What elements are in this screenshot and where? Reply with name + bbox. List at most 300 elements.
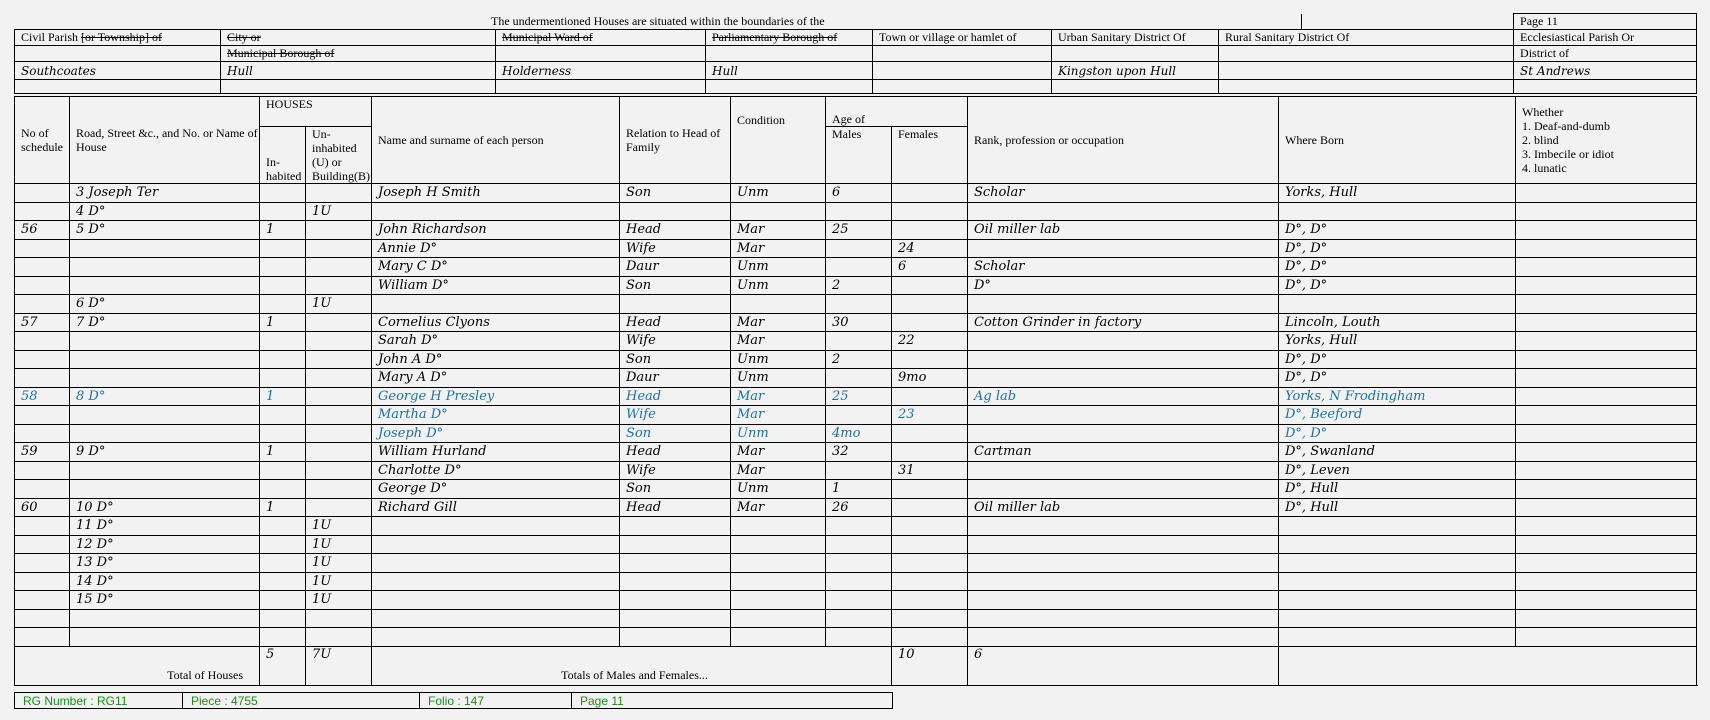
inhabited-cell (260, 480, 306, 499)
table-row (15, 591, 1697, 610)
name-cell: Joseph H Smith (372, 184, 620, 203)
males-cell (826, 628, 892, 647)
road-cell: 4 D° (70, 202, 260, 221)
whether-cell (1516, 517, 1697, 536)
occupation-cell (968, 369, 1279, 388)
uninhabited-cell: 1U (306, 554, 372, 573)
whether-2: 2. blind (1522, 133, 1559, 147)
whether-cell (1516, 350, 1697, 369)
relation-cell: Head (620, 498, 731, 517)
road-cell: 9 D° (70, 443, 260, 462)
table-row (15, 628, 1697, 647)
blank-cell (1052, 80, 1219, 94)
females-cell (892, 443, 968, 462)
females-cell (892, 387, 968, 406)
condition-cell (731, 535, 826, 554)
col-occupation: Rank, profession or occupation (968, 97, 1279, 184)
born-cell: D°, Leven (1279, 461, 1516, 480)
condition-cell: Unm (731, 424, 826, 443)
table-row (15, 258, 1697, 277)
occupation-cell (968, 295, 1279, 314)
occupation-cell (968, 350, 1279, 369)
whether-cell (1516, 498, 1697, 517)
males-cell: 2 (826, 276, 892, 295)
blank-cell (221, 80, 496, 94)
born-cell: Lincoln, Louth (1279, 313, 1516, 332)
table-row (15, 572, 1697, 591)
uninhabited-cell: 1U (306, 535, 372, 554)
schedule-cell (15, 461, 70, 480)
inhabited-cell: 1 (260, 221, 306, 240)
boundary-title: The undermentioned Houses are situated within the boundaries of the (15, 14, 1302, 30)
name-cell: Richard Gill (372, 498, 620, 517)
relation-cell: Head (620, 443, 731, 462)
name-cell (372, 295, 620, 314)
females-cell (892, 498, 968, 517)
females-cell (892, 480, 968, 499)
table-row (15, 424, 1697, 443)
relation-cell (620, 295, 731, 314)
col-relation: Relation to Head of Family (620, 97, 731, 184)
table-row (15, 202, 1697, 221)
males-cell (826, 369, 892, 388)
males-cell (826, 332, 892, 351)
road-cell (70, 276, 260, 295)
name-cell (372, 554, 620, 573)
col-born: Where Born (1279, 97, 1516, 184)
whether-4: 4. lunatic (1522, 161, 1567, 175)
schedule-cell (15, 332, 70, 351)
town-value (873, 62, 1052, 80)
inhabited-cell (260, 609, 306, 628)
table-row (15, 239, 1697, 258)
road-cell: 11 D° (70, 517, 260, 536)
ecclesiastical-label-b: District of (1514, 46, 1697, 62)
schedule-cell (15, 424, 70, 443)
whether-cell (1516, 332, 1697, 351)
relation-cell: Wife (620, 332, 731, 351)
inhabited-cell (260, 461, 306, 480)
inhabited-cell: 1 (260, 443, 306, 462)
schedule-cell (15, 609, 70, 628)
born-cell (1279, 202, 1516, 221)
uninhabited-cell (306, 313, 372, 332)
born-cell: D°, D° (1279, 424, 1516, 443)
inhabited-cell (260, 369, 306, 388)
schedule-cell (15, 369, 70, 388)
road-cell: 6 D° (70, 295, 260, 314)
uninhabited-cell: 1U (306, 572, 372, 591)
road-cell: 8 D° (70, 387, 260, 406)
relation-cell: Son (620, 276, 731, 295)
males-cell: 26 (826, 498, 892, 517)
road-cell: 7 D° (70, 313, 260, 332)
blank-cell (1302, 14, 1514, 30)
ecclesiastical-value: St Andrews (1514, 62, 1697, 80)
schedule-cell (15, 295, 70, 314)
males-cell: 25 (826, 221, 892, 240)
uninhabited-cell (306, 350, 372, 369)
table-row (15, 554, 1697, 573)
inhabited-cell (260, 184, 306, 203)
city-value: Hull (221, 62, 496, 80)
road-cell (70, 332, 260, 351)
name-cell (372, 535, 620, 554)
occupation-cell: D° (968, 276, 1279, 295)
males-cell (826, 535, 892, 554)
road-cell (70, 239, 260, 258)
born-cell (1279, 591, 1516, 610)
females-cell (892, 554, 968, 573)
relation-cell (620, 202, 731, 221)
uninhabited-cell (306, 424, 372, 443)
total-males: 10 (892, 646, 968, 685)
page-number: Page 11 (572, 693, 893, 709)
relation-cell (620, 591, 731, 610)
civil-parish-label-text: Civil Parish (21, 30, 82, 44)
name-cell: Mary C D° (372, 258, 620, 277)
condition-cell: Mar (731, 221, 826, 240)
occupation-cell (968, 535, 1279, 554)
table-row (15, 332, 1697, 351)
uninhabited-cell (306, 480, 372, 499)
females-cell: 9mo (892, 369, 968, 388)
blank-cell (873, 80, 1052, 94)
col-schedule: No of schedule (15, 97, 70, 184)
uninhabited-cell (306, 406, 372, 425)
condition-cell (731, 628, 826, 647)
females-cell: 23 (892, 406, 968, 425)
condition-cell: Mar (731, 239, 826, 258)
name-cell: Joseph D° (372, 424, 620, 443)
table-row (15, 313, 1697, 332)
civil-parish-struck: [or Township] of (81, 30, 162, 44)
col-age-of: Age of (826, 97, 968, 127)
condition-cell: Unm (731, 369, 826, 388)
uninhabited-cell (306, 332, 372, 351)
table-row (15, 498, 1697, 517)
males-cell (826, 609, 892, 628)
table-row (15, 184, 1697, 203)
occupation-cell: Cartman (968, 443, 1279, 462)
name-cell (372, 517, 620, 536)
males-cell: 25 (826, 387, 892, 406)
whether-cell (1516, 258, 1697, 277)
col-name: Name and surname of each person (372, 97, 620, 184)
occupation-cell (968, 239, 1279, 258)
name-cell: Charlotte D° (372, 461, 620, 480)
schedule-cell (15, 591, 70, 610)
females-cell (892, 221, 968, 240)
females-cell (892, 517, 968, 536)
born-cell: D°, D° (1279, 350, 1516, 369)
uninhabited-cell: 1U (306, 295, 372, 314)
relation-cell: Head (620, 387, 731, 406)
condition-cell (731, 202, 826, 221)
inhabited-cell: 1 (260, 313, 306, 332)
table-row (15, 443, 1697, 462)
relation-cell: Wife (620, 461, 731, 480)
females-cell (892, 591, 968, 610)
condition-cell (731, 591, 826, 610)
whether-cell (1516, 202, 1697, 221)
relation-cell: Head (620, 221, 731, 240)
females-cell (892, 295, 968, 314)
blank-cell (496, 80, 706, 94)
schedule-cell (15, 628, 70, 647)
females-cell: 22 (892, 332, 968, 351)
table-row (15, 461, 1697, 480)
table-row (15, 535, 1697, 554)
road-cell (70, 369, 260, 388)
inhabited-cell (260, 517, 306, 536)
born-cell: Yorks, Hull (1279, 332, 1516, 351)
males-cell (826, 406, 892, 425)
city-label: City or (221, 30, 496, 46)
occupation-cell: Oil miller lab (968, 221, 1279, 240)
males-cell (826, 461, 892, 480)
males-cell (826, 202, 892, 221)
road-cell (70, 609, 260, 628)
born-cell (1279, 554, 1516, 573)
males-cell: 2 (826, 350, 892, 369)
condition-cell: Unm (731, 276, 826, 295)
census-table (14, 96, 1697, 686)
occupation-cell (968, 517, 1279, 536)
whether-cell (1516, 313, 1697, 332)
born-cell (1279, 535, 1516, 554)
relation-cell (620, 554, 731, 573)
condition-cell: Unm (731, 480, 826, 499)
schedule-cell (15, 239, 70, 258)
col-inhabited: In-habited (260, 127, 306, 184)
whether-cell (1516, 406, 1697, 425)
born-cell: D°, D° (1279, 221, 1516, 240)
occupation-cell (968, 628, 1279, 647)
name-cell: Cornelius Clyons (372, 313, 620, 332)
females-cell (892, 276, 968, 295)
females-cell (892, 202, 968, 221)
reference-footer (14, 692, 893, 709)
name-cell: Sarah D° (372, 332, 620, 351)
name-cell (372, 572, 620, 591)
parliamentary-borough-value: Hull (706, 62, 873, 80)
whether-cell (1516, 461, 1697, 480)
table-row (15, 276, 1697, 295)
relation-cell (620, 609, 731, 628)
piece-number: Piece : 4755 (183, 693, 420, 709)
schedule-cell (15, 276, 70, 295)
col-uninhabited: Un-inhabited (U) or Building(B) (306, 127, 372, 184)
males-cell (826, 258, 892, 277)
condition-cell: Mar (731, 406, 826, 425)
uninhabited-cell: 1U (306, 591, 372, 610)
females-cell (892, 313, 968, 332)
name-cell: George H Presley (372, 387, 620, 406)
col-females: Females (892, 127, 968, 184)
name-cell: George D° (372, 480, 620, 499)
schedule-cell (15, 406, 70, 425)
born-cell (1279, 517, 1516, 536)
schedule-cell (15, 517, 70, 536)
uninhabited-cell (306, 221, 372, 240)
page-label: Page 11 (1514, 14, 1697, 30)
females-cell (892, 609, 968, 628)
whether-cell (1516, 239, 1697, 258)
inhabited-cell (260, 424, 306, 443)
whether-1: 1. Deaf-and-dumb (1522, 119, 1610, 133)
born-cell (1279, 572, 1516, 591)
whether-3: 3. Imbecile or idiot (1522, 147, 1614, 161)
schedule-cell: 60 (15, 498, 70, 517)
road-cell: 15 D° (70, 591, 260, 610)
name-cell (372, 628, 620, 647)
total-people-label: Totals of Males and Females... (372, 646, 892, 685)
col-houses: HOUSES (260, 97, 372, 127)
col-condition: Condition (731, 97, 826, 184)
blank-cell (873, 46, 1052, 62)
inhabited-cell (260, 535, 306, 554)
born-cell: D°, D° (1279, 258, 1516, 277)
born-cell (1279, 609, 1516, 628)
road-cell: 13 D° (70, 554, 260, 573)
schedule-cell (15, 554, 70, 573)
occupation-cell: Oil miller lab (968, 498, 1279, 517)
whether-cell (1516, 184, 1697, 203)
born-cell (1279, 295, 1516, 314)
whether-cell (1516, 369, 1697, 388)
uninhabited-cell (306, 628, 372, 647)
ecclesiastical-label-a: Ecclesiastical Parish Or (1514, 30, 1697, 46)
born-cell: D°, Hull (1279, 480, 1516, 499)
occupation-cell (968, 554, 1279, 573)
inhabited-cell (260, 350, 306, 369)
name-cell: William D° (372, 276, 620, 295)
blank-cell (496, 46, 706, 62)
born-cell: Yorks, Hull (1279, 184, 1516, 203)
blank-cell (1219, 46, 1514, 62)
uninhabited-cell: 1U (306, 517, 372, 536)
condition-cell: Mar (731, 461, 826, 480)
females-cell: 6 (892, 258, 968, 277)
males-cell (826, 554, 892, 573)
occupation-cell (968, 202, 1279, 221)
parliamentary-borough-label: Parliamentary Borough of (706, 30, 873, 46)
folio-number: Folio : 147 (420, 693, 572, 709)
condition-cell (731, 554, 826, 573)
inhabited-cell (260, 406, 306, 425)
municipal-borough-label: Municipal Borough of (221, 46, 496, 62)
name-cell: Annie D° (372, 239, 620, 258)
condition-cell: Mar (731, 332, 826, 351)
table-row (15, 517, 1697, 536)
occupation-cell (968, 572, 1279, 591)
males-cell (826, 517, 892, 536)
schedule-cell (15, 350, 70, 369)
name-cell: Martha D° (372, 406, 620, 425)
born-cell: D°, D° (1279, 369, 1516, 388)
condition-cell: Mar (731, 498, 826, 517)
total-inhabited: 5 (260, 646, 306, 685)
whether-cell (1516, 443, 1697, 462)
occupation-cell: Ag lab (968, 387, 1279, 406)
occupation-cell (968, 406, 1279, 425)
females-cell (892, 535, 968, 554)
col-road: Road, Street &c., and No. or Name of House (70, 97, 260, 184)
whether-cell (1516, 609, 1697, 628)
name-cell (372, 591, 620, 610)
inhabited-cell (260, 628, 306, 647)
table-row (15, 221, 1697, 240)
name-cell (372, 609, 620, 628)
road-cell: 5 D° (70, 221, 260, 240)
table-row (15, 369, 1697, 388)
table-row (15, 406, 1697, 425)
relation-cell (620, 572, 731, 591)
occupation-cell (968, 461, 1279, 480)
total-females: 6 (968, 646, 1279, 685)
road-cell (70, 350, 260, 369)
table-row (15, 387, 1697, 406)
uninhabited-cell (306, 184, 372, 203)
whether-cell (1516, 295, 1697, 314)
blank-cell (1514, 80, 1697, 94)
inhabited-cell (260, 258, 306, 277)
whether-cell (1516, 628, 1697, 647)
name-cell: Mary A D° (372, 369, 620, 388)
whether-cell (1516, 554, 1697, 573)
relation-cell: Head (620, 313, 731, 332)
whether-cell (1516, 387, 1697, 406)
whether-cell (1516, 276, 1697, 295)
females-cell (892, 184, 968, 203)
uninhabited-cell (306, 498, 372, 517)
occupation-cell: Scholar (968, 184, 1279, 203)
municipal-ward-label: Municipal Ward of (496, 30, 706, 46)
born-cell (1279, 628, 1516, 647)
whether-cell (1516, 424, 1697, 443)
relation-cell: Son (620, 424, 731, 443)
blank-cell (706, 80, 873, 94)
road-cell (70, 406, 260, 425)
town-label: Town or village or hamlet of (873, 30, 1052, 46)
condition-cell (731, 517, 826, 536)
schedule-cell (15, 202, 70, 221)
uninhabited-cell (306, 258, 372, 277)
born-cell: D°, Beeford (1279, 406, 1516, 425)
males-cell (826, 239, 892, 258)
road-cell (70, 480, 260, 499)
inhabited-cell (260, 332, 306, 351)
table-row (15, 295, 1697, 314)
urban-district-value: Kingston upon Hull (1052, 62, 1219, 80)
name-cell (372, 202, 620, 221)
occupation-cell (968, 591, 1279, 610)
road-cell (70, 424, 260, 443)
born-cell: D°, D° (1279, 276, 1516, 295)
inhabited-cell (260, 591, 306, 610)
males-cell (826, 572, 892, 591)
males-cell (826, 591, 892, 610)
relation-cell: Son (620, 184, 731, 203)
schedule-cell (15, 480, 70, 499)
uninhabited-cell (306, 387, 372, 406)
females-cell (892, 628, 968, 647)
males-cell: 30 (826, 313, 892, 332)
civil-parish-label (15, 30, 221, 46)
municipal-ward-value: Holderness (496, 62, 706, 80)
born-cell: D°, Swanland (1279, 443, 1516, 462)
